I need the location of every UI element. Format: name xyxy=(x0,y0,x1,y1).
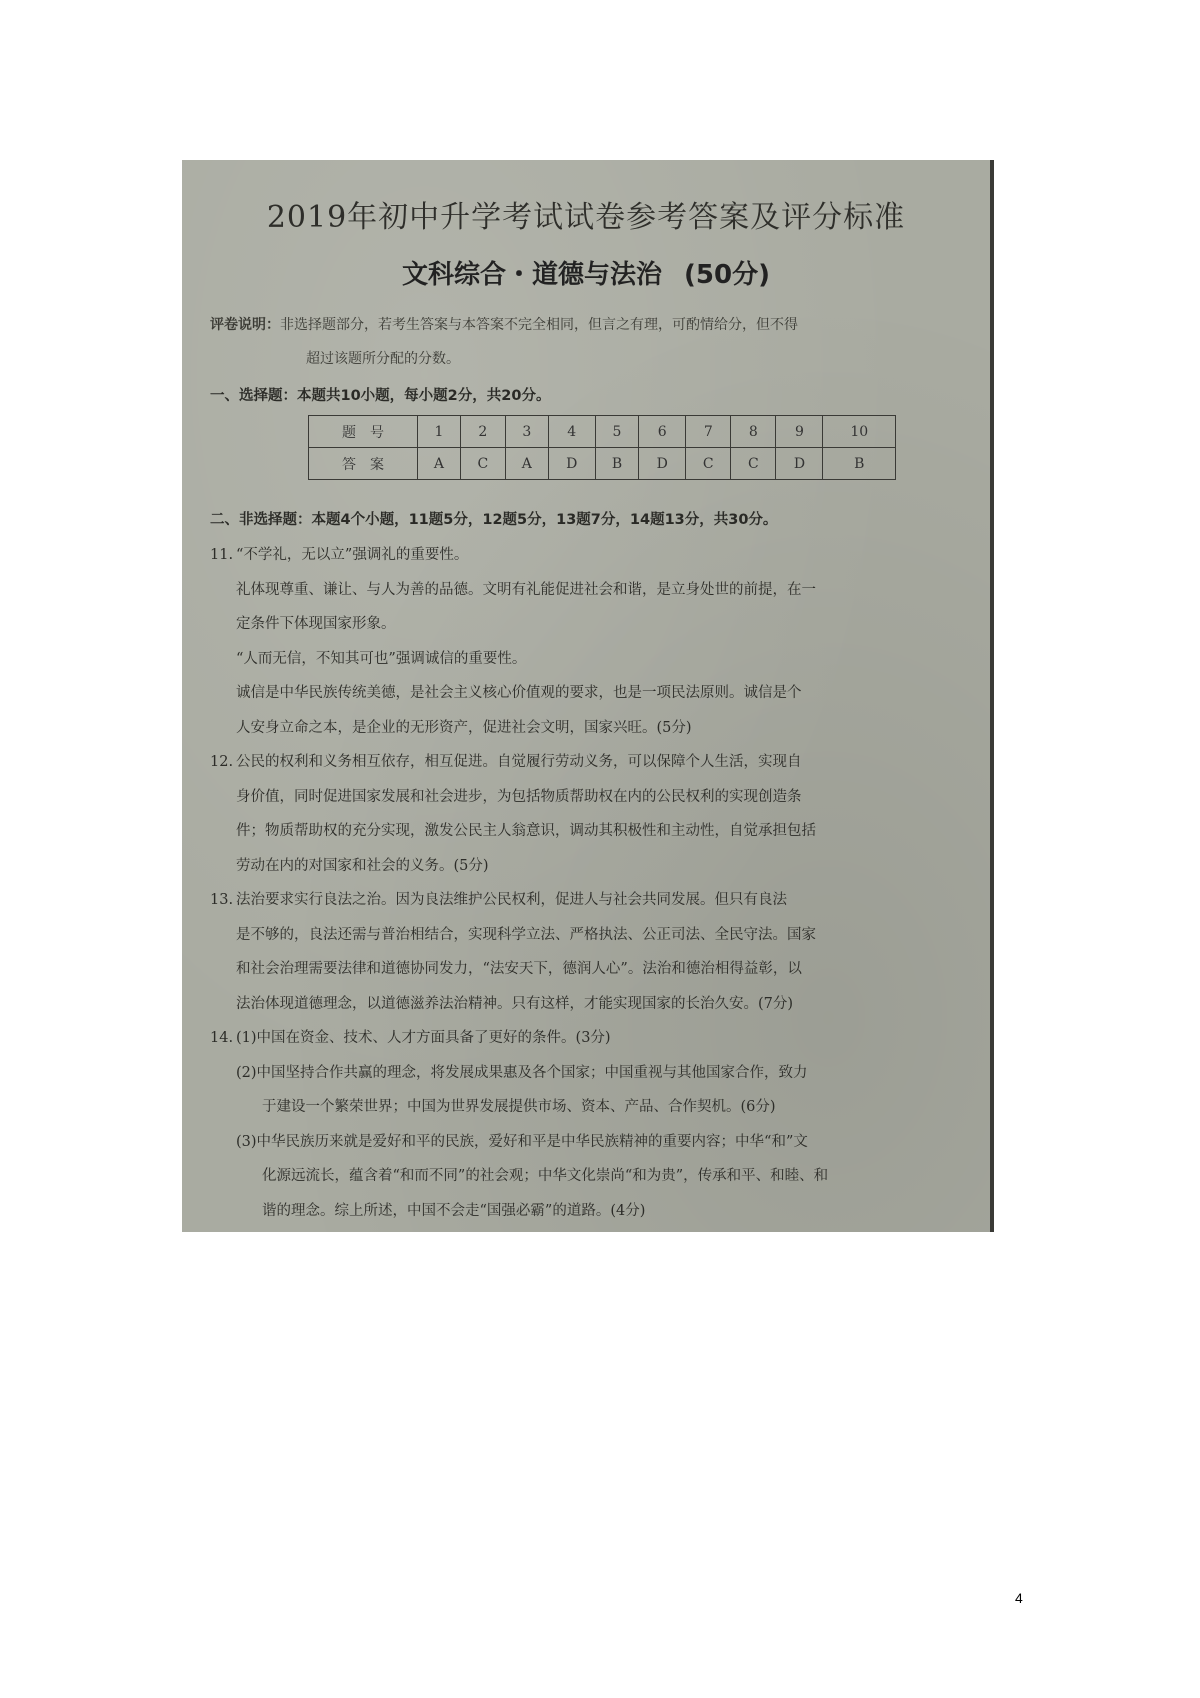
answer-line: (1)中国在资金、技术、人才方面具备了更好的条件。(3分) xyxy=(236,1030,611,1046)
answer-line: 法治要求实行良法之治。因为良法维护公民权利，促进人与社会共同发展。但只有良法 xyxy=(236,892,787,908)
answer-q13 xyxy=(210,883,972,1021)
scanned-answer-sheet xyxy=(182,160,994,1232)
subject-name: 文科综合・道德与法治 xyxy=(402,260,663,290)
answer-line: 法治体现道德理念，以道德滋养法治精神。只有这样，才能实现国家的长治久安。(7分) xyxy=(236,995,794,1012)
answer-line: “人而无信，不知其可也”强调诚信的重要性。 xyxy=(236,650,527,667)
answer-line: 礼体现尊重、谦让、与人为善的品德。文明有礼能促进社会和谐，是立身处世的前提，在一 xyxy=(236,581,816,598)
answer-q14 xyxy=(210,1021,972,1228)
question-number: 9 xyxy=(776,416,823,448)
question-number: 3 xyxy=(505,416,548,448)
answer-line: 件；物质帮助权的充分实现，激发公民主人翁意识，调动其积极性和主动性，自觉承担包括 xyxy=(236,823,816,839)
answer-q12 xyxy=(210,745,972,883)
answer-line: (3)中华民族历来就是爱好和平的民族，爱好和平是中华民族精神的重要内容；中华“和”文 xyxy=(236,1133,808,1150)
page-title: 2019年初中升学考试试卷参考答案及评分标准 xyxy=(266,200,906,235)
answer-line: 身价值，同时促进国家发展和社会进步，为包括物质帮助权在内的公民权利的实现创造条 xyxy=(236,788,802,805)
answer-cell: C xyxy=(686,448,731,480)
table-row-label: 题号 xyxy=(309,416,418,448)
answer-line: 化源远流长，蕴含着“和而不同”的社会观；中华文化崇尚“和为贵”，传承和平、和睦、和 xyxy=(262,1168,829,1184)
question-number: 5 xyxy=(595,416,638,448)
question-number-label: 12. xyxy=(210,754,234,770)
answer-cell: D xyxy=(639,448,686,480)
answer-cell: C xyxy=(731,448,776,480)
question-number: 7 xyxy=(686,416,731,448)
question-number: 2 xyxy=(460,416,505,448)
answer-line: 是不够的，良法还需与普治相结合，实现科学立法、严格执法、公正司法、全民守法。国家 xyxy=(236,926,816,943)
grading-note-text: 非选择题部分，若考生答案与本答案不完全相同，但言之有理，可酌情给分，但不得 xyxy=(280,317,798,333)
grading-note-text-2: 超过该题所分配的分数。 xyxy=(306,351,460,367)
page-number: 4 xyxy=(1015,1590,1023,1606)
answer-q11 xyxy=(210,538,972,745)
question-number: 1 xyxy=(418,416,461,448)
section-heading-choice: 一、选择题：本题共10小题，每小题2分，共20分。 xyxy=(210,388,551,404)
table-row xyxy=(309,448,896,480)
answer-cell: A xyxy=(505,448,548,480)
answer-line: 定条件下体现国家形象。 xyxy=(236,616,396,632)
total-score: (50分) xyxy=(684,260,770,290)
answer-line: 劳动在内的对国家和社会的义务。(5分) xyxy=(236,857,489,874)
answer-cell: A xyxy=(418,448,461,480)
question-number-label: 14. xyxy=(210,1030,234,1046)
answer-line: 诚信是中华民族传统美德，是社会主义核心价值观的要求，也是一项民法原则。诚信是个 xyxy=(236,685,802,701)
answer-line: (2)中国坚持合作共赢的理念，将发展成果惠及各个国家；中国重视与其他国家合作，致力 xyxy=(236,1064,808,1081)
question-number: 10 xyxy=(823,416,896,448)
question-number: 6 xyxy=(639,416,686,448)
section-heading-non-choice: 二、非选择题：本题4个小题，11题5分，12题5分，13题7分，14题13分，共30分。 xyxy=(210,512,778,528)
question-number-label: 13. xyxy=(210,892,234,908)
table-row-label: 答案 xyxy=(309,448,418,480)
grading-note xyxy=(210,308,968,376)
question-number-label: 11. xyxy=(210,547,234,563)
question-number: 4 xyxy=(548,416,595,448)
answer-line: 谐的理念。综上所述，中国不会走“国强必霸”的道路。(4分) xyxy=(262,1202,646,1219)
table-row xyxy=(309,416,896,448)
page-subtitle xyxy=(182,254,990,291)
answer-cell: C xyxy=(460,448,505,480)
answer-line: 于建设一个繁荣世界；中国为世界发展提供市场、资本、产品、合作契机。(6分) xyxy=(262,1099,776,1115)
answer-body xyxy=(210,538,972,1228)
grading-note-label: 评卷说明： xyxy=(210,317,280,333)
answer-line: 和社会治理需要法律和道德协同发力，“法安天下，德润人心”。法治和德治相得益彰，以 xyxy=(236,961,802,977)
answer-line: 人安身立命之本，是企业的无形资产，促进社会文明，国家兴旺。(5分) xyxy=(236,719,692,736)
answer-line: 公民的权利和义务相互依存，相互促进。自觉履行劳动义务，可以保障个人生活，实现自 xyxy=(236,754,802,770)
answer-cell: B xyxy=(823,448,896,480)
answer-line: “不学礼，无以立”强调礼的重要性。 xyxy=(236,547,469,563)
answer-cell: D xyxy=(776,448,823,480)
answer-table xyxy=(308,415,896,480)
answer-cell: D xyxy=(548,448,595,480)
answer-cell: B xyxy=(595,448,638,480)
question-number: 8 xyxy=(731,416,776,448)
